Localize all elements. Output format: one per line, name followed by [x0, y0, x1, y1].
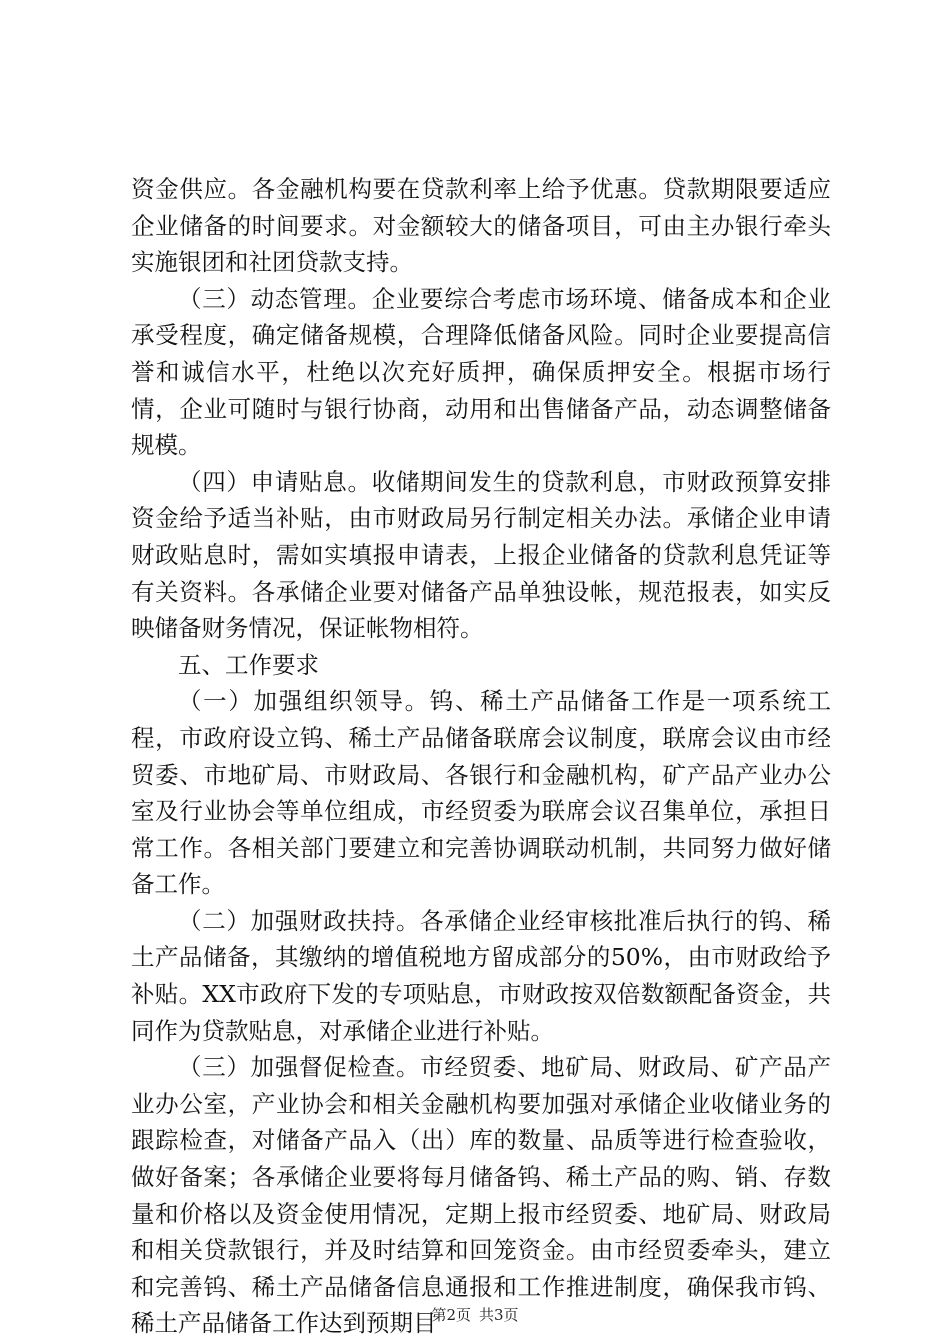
paragraph-dynamic-management: （三）动态管理。企业要综合考虑市场环境、储备成本和企业承受程度，确定储备规模，合理降低储备风险。同时企业要提高信誉和诚信水平，杜绝以次充好质押，确保质押安全。根据市场行情，企业可随时与银行协商，动用和出售储备产品，动态调整储备规模。 — [131, 284, 831, 460]
document-body — [131, 171, 831, 1342]
section-heading-work-requirements: 五、工作要求 — [178, 650, 319, 679]
page-number: 第2页 — [431, 1306, 471, 1324]
paragraph-continued: 资金供应。各金融机构要在贷款利率上给予优惠。贷款期限要适应企业储备的时间要求。对金额较大的储备项目，可由主办银行牵头实施银团和社团贷款支持。 — [131, 175, 831, 277]
paragraph-organization-leadership: （一）加强组织领导。钨、稀土产品储备工作是一项系统工程，市政府设立钨、稀土产品储备联席会议制度，联席会议由市经贸委、市地矿局、市财政局、各银行和金融机构，矿产品产业办公室及行业协会等单位组成，市经贸委为联席会议召集单位，承担日常工作。各相关部门要建立和完善协调联动机制，共同努力做好储备工作。 — [131, 687, 831, 899]
paragraph-financial-support: （二）加强财政扶持。各承储企业经审核批准后执行的钨、稀土产品储备，其缴纳的增值税地方留成部分的50%，由市财政给予补贴。XX市政府下发的专项贴息，市财政按双倍数额配备资金，共同作为贷款贴息，对承储企业进行补贴。 — [131, 906, 831, 1045]
page-footer — [0, 1305, 950, 1325]
page-total: 共3页 — [479, 1306, 519, 1324]
paragraph-supervision-inspection: （三）加强督促检查。市经贸委、地矿局、财政局、矿产品产业办公室，产业协会和相关金融机构要加强对承储企业收储业务的跟踪检查，对储备产品入（出）库的数量、品质等进行检查验收，做好备案；各承储企业要将每月储备钨、稀土产品的购、销、存数量和价格以及资金使用情况，定期上报市经贸委、地矿局、财政局和相关贷款银行，并及时结算和回笼资金。由市经贸委牵头，建立和完善钨、稀土产品储备信息通报和工作推进制度，确保我市钨、稀土产品储备工作达到预期目 — [131, 1053, 831, 1338]
paragraph-apply-subsidy: （四）申请贴息。收储期间发生的贷款利息，市财政预算安排资金给予适当补贴，由市财政局另行制定相关办法。承储企业申请财政贴息时，需如实填报申请表，上报企业储备的贷款利息凭证等有关资料。各承储企业要对储备产品单独设帐，规范报表，如实反映储备财务情况，保证帐物相符。 — [131, 467, 831, 643]
